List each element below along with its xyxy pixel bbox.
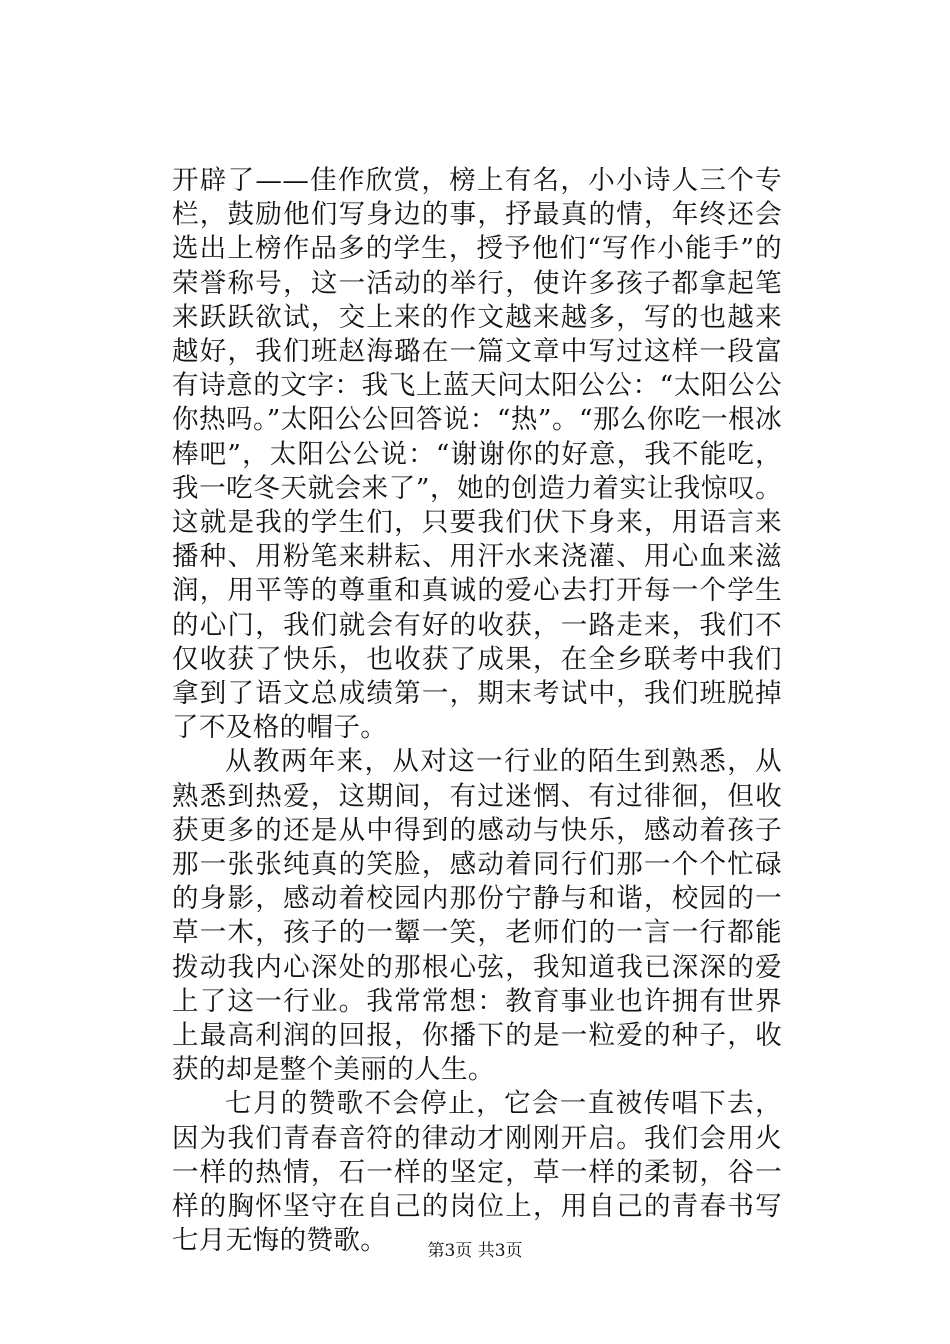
document-body — [172, 164, 782, 1259]
page-number-footer: 第3页 共3页 — [427, 1241, 523, 1261]
paragraph-teaching-reflection: 从教两年来，从对这一行业的陌生到熟悉，从熟悉到热爱，这期间，有过迷惘、有过徘徊，但收获更多的还是从中得到的感动与快乐，感动着孩子那一张张纯真的笑脸，感动着同行们那一个个忙碌的身影，感动着校园内那份宁静与和谐，校园的一草一木，孩子的一颦一笑，老师们的一言一行都能拨动我内心深处的那根心弦，我知道我已深深的爱上了这一行业。我常常想：教育事业也许拥有世界上最高利润的回报，你播下的是一粒爱的种子，收获的却是整个美丽的人生。 — [172, 746, 782, 1086]
paragraph-closing: 七月的赞歌不会停止，它会一直被传唱下去，因为我们青春音符的律动才刚刚开启。我们会用火一样的热情，石一样的坚定，草一样的柔韧，谷一样的胸怀坚守在自己的岗位上，用自己的青春书写七月无悔的赞歌。 — [172, 1088, 782, 1257]
paragraph-continuation: 开辟了——佳作欣赏，榜上有名，小小诗人三个专栏，鼓励他们写身边的事，抒最真的情，年终还会选出上榜作品多的学生，授予他们“写作小能手”的荣誉称号，这一活动的举行，使许多孩子都拿起笔来跃跃欲试，交上来的作文越来越多，写的也越来越好，我们班赵海璐在一篇文章中写过这样一段富有诗意的文字：我飞上蓝天问太阳公公：“太阳公公你热吗。”太阳公公回答说：“热”。“那么你吃一根冰棒吧”，太阳公公说：“谢谢你的好意，我不能吃，我一吃冬天就会来了”，她的创造力着实让我惊叹。这就是我的学生们，只要我们伏下身来，用语言来播种、用粉笔来耕耘、用汗水来浇灌、用心血来滋润，用平等的尊重和真诚的爱心去打开每一个学生的心门，我们就会有好的收获，一路走来，我们不仅收获了快乐，也收获了成果，在全乡联考中我们拿到了语文总成绩第一，期末考试中，我们班脱掉了不及格的帽子。 — [172, 165, 782, 744]
